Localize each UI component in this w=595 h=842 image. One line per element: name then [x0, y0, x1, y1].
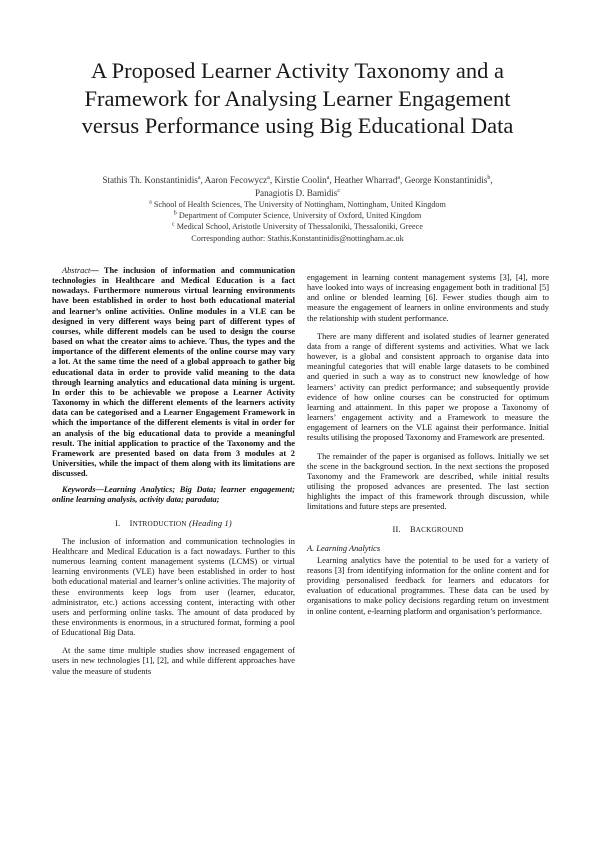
affiliation-text: Department of Computer Science, University of Oxford, United Kingdom — [178, 211, 422, 221]
paper-title — [40, 57, 555, 140]
heading-note: (Heading 1) — [188, 518, 232, 528]
body-paragraph: Learning analytics have the potential to be used for a variety of reasons [3] from identifying information for the online content and for providing personalised feedback for learners and educators for evaluation of educational programmes. These data can be used by organisations to make policy decisions regarding return on investment in online content, e-learning platform and organisation’s performance. — [307, 555, 549, 616]
corresponding-author: Corresponding author: Stathis.Konstantinidis@nottingham.ac.uk — [191, 233, 404, 243]
section-heading-introduction — [52, 519, 295, 529]
author-name: Stathis Th. Konstantinidis — [102, 175, 198, 185]
affiliation-line — [60, 199, 535, 210]
author-name: Panagiotis D. Bamidis — [254, 187, 338, 198]
section-title-rest: NTRODUCTION — [132, 519, 187, 528]
affiliation-line — [60, 221, 535, 232]
abstract-label: Abstract — [62, 266, 91, 275]
affiliations — [60, 199, 535, 244]
affiliation-mark: a — [397, 174, 401, 181]
right-column — [307, 273, 549, 617]
body-paragraph: engagement in learning content management systems [3], [4], more have looked into ways of increasing engagement both in traditional [5] and online or blended learning [6]. Fewer studies though aim to measure the engagement of learners in online environments and study the relationship with student performance. — [307, 273, 549, 323]
section-heading-background — [307, 525, 549, 535]
abstract-text: — The inclusion of information and communication technologies in Healthcare and Medical Education is a fact nowadays. Furthermore numerous virtual learning environments have been established in order to host both educational material and learner’s online activities. Online modules in a VLE can be designed in very different ways being part of different types of courses, while different models can be used to design the course based on what the creator aims to achieve. Thus, the types and the importance of the different elements of the online course may vary a lot. At the same time the need of a global approach to gather big educational data in order to provide valid meaning to the data through learning analytics and educational data mining is urgent. In order this to be achievable we propose a Learner Activity Taxonomy in which the different elements of the learners activity data can be categorised and a Learner Engagement Framework in which the importance of the different elements is vital in order for an analysis of the big educational data to provide a meaningful result. The initial application to practice of the Taxonomy and the Framework are presented based on data from 3 modules at 2 Universities, while the impact of them along with its limitations are discussed. — [52, 266, 295, 479]
body-paragraph: The inclusion of information and communication technologies in Healthcare and Medical Education is a fact nowadays. Further to this numerous learning content management systems (LCMS) or virtual learning environments (VLE) have been established in order to host both educational material and learner’s online activities. The majority of these environments keep logs from user (learner, educator, administrator, etc.) actions accessing content, interacting with other users and performing online tasks. The amount of data produced by these environments is enormous, in a structured format, forming a pool of Educational Big Data. — [52, 536, 295, 638]
title-line: A Proposed Learner Activity Taxonomy and a — [91, 58, 504, 83]
section-title-initial: B — [409, 525, 416, 535]
affiliation-mark: a — [326, 174, 330, 181]
affiliation-mark: a — [149, 199, 152, 206]
section-title-initial: I — [129, 518, 133, 528]
affiliation-text: Medical School, Aristotle University of Thessaloniki, Thessaloniki, Greece — [176, 222, 423, 232]
affiliation-text: School of Health Sciences, The University of Nottingham, Nottingham, United Kingdom — [153, 200, 446, 209]
author-name: Heather Wharrad — [334, 175, 398, 185]
section-number: II. — [392, 525, 401, 535]
affiliation-mark: c — [172, 221, 175, 228]
author-name: George Konstantinidis — [404, 175, 488, 185]
left-column — [52, 266, 295, 677]
author-name: Kirstie Coolin — [274, 175, 327, 185]
affiliation-mark: a — [197, 174, 201, 181]
author-line-1: Stathis Th. Konstantinidis$^a$, Aaron Fecowycz$^a$, Kirstie Coolin$^a$, Heather Wharrad$^a$, George Konstantinidis$^b$, — [102, 174, 493, 185]
body-paragraph: At the same time multiple studies show increased engagement of users in new technologies [1], [2], and while different approaches have value the measure of students — [52, 646, 295, 676]
affiliation-mark: b — [173, 210, 177, 217]
author-line-2 — [60, 187, 535, 200]
affiliation-mark: a — [267, 174, 270, 181]
title-line: versus Performance using Big Educational Data — [81, 113, 514, 138]
affiliation-mark: c — [337, 187, 341, 194]
keywords: Keywords—Learning Analytics; Big Data; learner engagement; online learning analysis, activity data; paradata; — [52, 485, 295, 505]
body-paragraph: There are many different and isolated studies of learner generated data from a range of different systems and activities. What we lack however, is a global and consistent approach to organise data into meaningful categories that will enable large datasets to be combined and queried in such a way as to construct new knowledge of how learners’ activity can predict performance; and subsequently provide evidence of how online courses can be constructed for optimum learning and attainment. In this paper we propose a Taxonomy of learners’ engagement activity and a Framework to measure the engagement of learners on the VLE against their performance. Initial results utilising the proposed Taxonomy and Framework are presented. — [307, 331, 549, 443]
section-title-rest: ACKGROUND — [415, 526, 464, 535]
body-paragraph: The remainder of the paper is organised as follows. Initially we set the scene in the background section. In the next sections the proposed Taxonomy and the Framework are described, while initial results utilising the proposed advances are presented. The last section highlights the impact of this framework through discussion, while limitations and future steps are presented. — [307, 451, 549, 512]
subsection-heading: A. Learning Analytics — [307, 543, 381, 553]
title-line: Framework for Analysing Learner Engagement — [84, 85, 511, 111]
affiliation-mark: b — [487, 174, 491, 181]
abstract — [52, 266, 295, 479]
author-list — [60, 174, 535, 199]
author-name: Aaron Fecowycz — [204, 175, 268, 185]
affiliation-line — [60, 210, 535, 221]
section-number: I. — [115, 518, 121, 528]
